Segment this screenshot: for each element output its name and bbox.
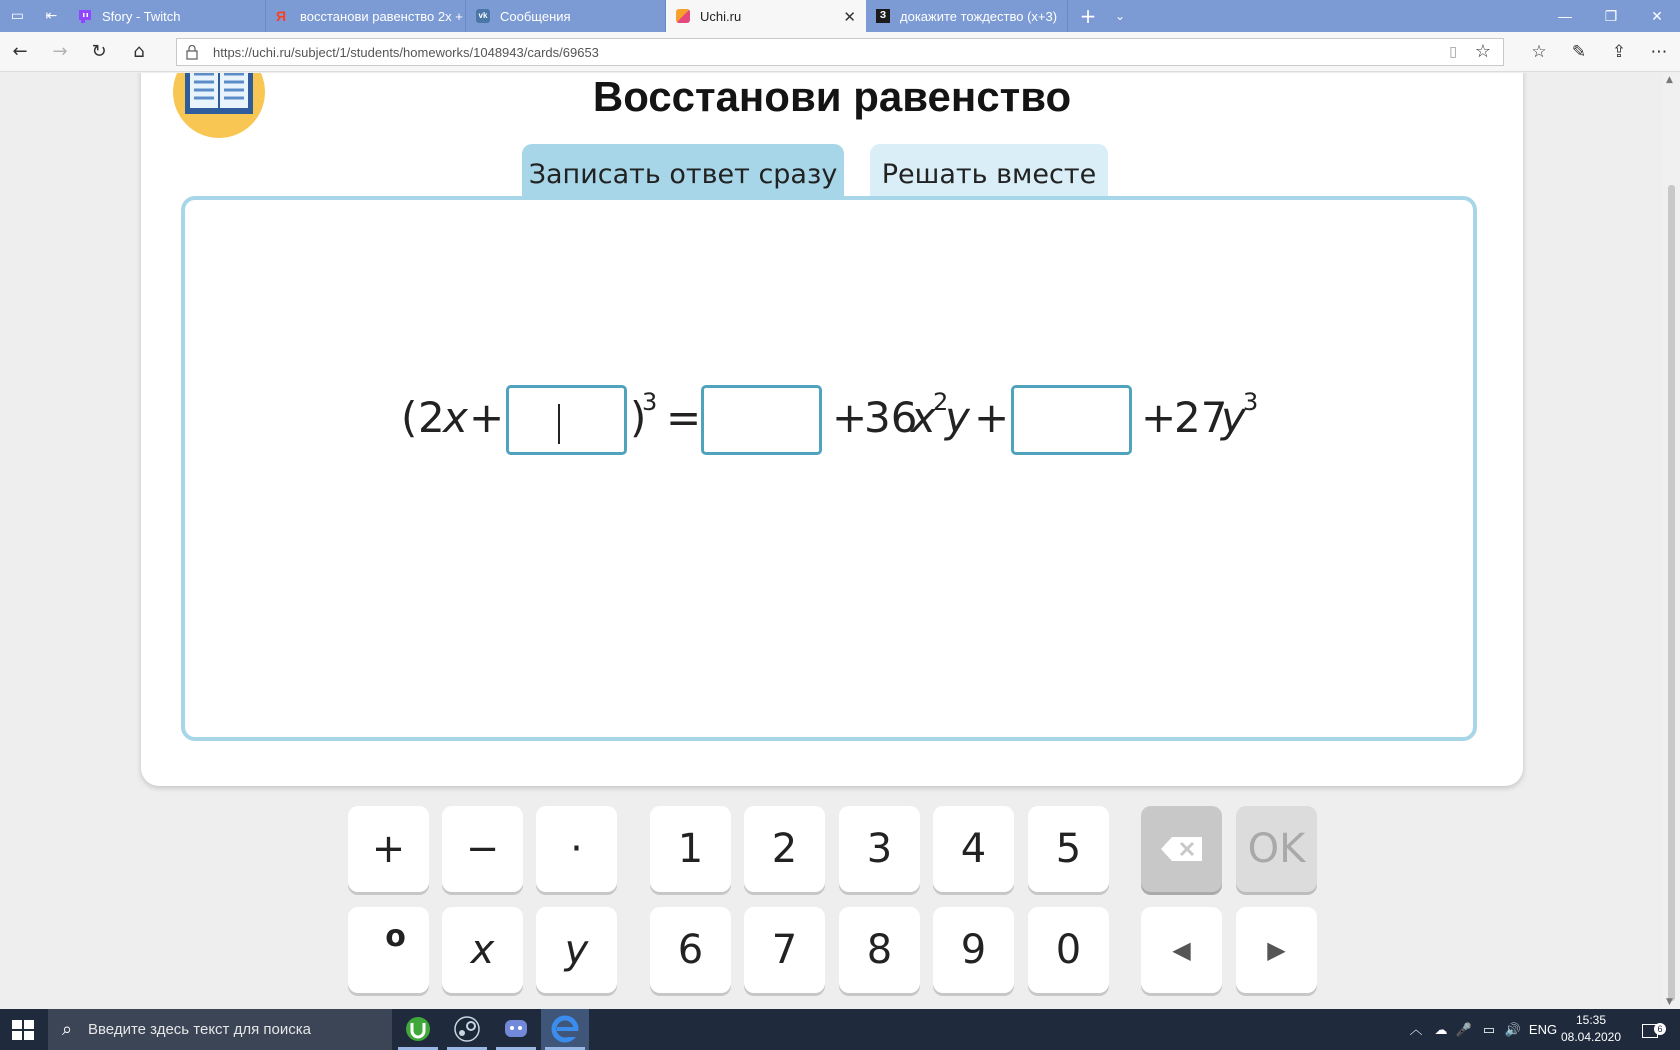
tab-solve-together[interactable]: Решать вместе	[870, 144, 1108, 196]
tab-preview-icon[interactable]: ⇤	[45, 8, 58, 24]
tab-label: Сообщения	[500, 8, 571, 24]
exponent-2: 2	[933, 388, 949, 416]
key-plus[interactable]: +	[348, 806, 429, 892]
notifications-icon[interactable]	[1632, 1009, 1668, 1050]
var-y: y	[945, 393, 970, 442]
utorrent-icon	[394, 1009, 442, 1050]
key-1[interactable]: 1	[650, 806, 731, 892]
plus-sign: +	[1141, 393, 1177, 442]
taskbar-steam[interactable]	[443, 1009, 491, 1050]
tab-znanija[interactable]	[866, 0, 1068, 32]
var-y: y	[1221, 393, 1246, 442]
key-backspace[interactable]	[1141, 806, 1222, 892]
key-left-arrow[interactable]: ◀	[1141, 907, 1222, 993]
equation-area	[181, 196, 1477, 741]
reading-view-icon[interactable]: ▯	[1449, 44, 1457, 60]
answer-input-1[interactable]	[506, 385, 627, 455]
tab-strip	[0, 0, 1680, 32]
tab-label: Sfory - Twitch	[102, 8, 181, 24]
notification-count: 6	[1654, 1023, 1666, 1035]
exponent-3: 3	[1243, 388, 1259, 416]
windows-taskbar	[0, 1009, 1680, 1050]
navigation-bar	[0, 32, 1680, 72]
discord-icon	[492, 1009, 540, 1050]
key-5[interactable]: 5	[1028, 806, 1109, 892]
answer-input-3[interactable]	[1011, 385, 1132, 455]
more-icon[interactable]: ⋯	[1650, 42, 1668, 62]
search-placeholder: Введите здесь текст для поиска	[88, 1021, 311, 1038]
tab-label: восстанови равенство 2х +	[300, 8, 463, 24]
key-minus[interactable]: −	[442, 806, 523, 892]
notes-pen-icon[interactable]: ✎	[1571, 42, 1587, 62]
coef-2: 2	[418, 393, 445, 442]
taskbar-edge[interactable]	[541, 1009, 589, 1050]
share-icon[interactable]: ⇪	[1611, 42, 1627, 62]
vk-icon: vk	[476, 9, 490, 23]
tab-twitch[interactable]	[68, 0, 266, 32]
language-indicator[interactable]: ENG	[1528, 1022, 1558, 1037]
text-cursor	[558, 404, 560, 444]
tab-actions	[0, 0, 68, 32]
twitch-icon	[78, 9, 92, 23]
windows-start-icon[interactable]	[12, 1020, 34, 1040]
edge-icon	[541, 1009, 589, 1050]
close-window-icon[interactable]: ✕	[1651, 8, 1663, 24]
key-multiply[interactable]: ·	[536, 806, 617, 892]
taskbar-search[interactable]	[48, 1009, 392, 1050]
key-9[interactable]: 9	[933, 907, 1014, 993]
scroll-thumb[interactable]	[1668, 185, 1675, 1001]
key-right-arrow[interactable]: ▶	[1236, 907, 1317, 993]
key-7[interactable]: 7	[744, 907, 825, 993]
exponent-3: 3	[642, 388, 658, 416]
close-tab-icon[interactable]: ✕	[843, 9, 856, 26]
page-scrollbar[interactable]	[1663, 73, 1680, 1009]
tab-label: Uchi.ru	[700, 8, 742, 24]
network-icon[interactable]: ▭	[1482, 1022, 1496, 1037]
equals-sign: =	[666, 393, 702, 442]
chevron-down-icon[interactable]: ⌄	[1114, 9, 1126, 23]
right-paren: )	[630, 393, 647, 442]
show-hidden-icons-icon[interactable]: ︿	[1409, 1022, 1423, 1037]
favorites-icon[interactable]: ☆	[1531, 42, 1547, 62]
scroll-down-icon[interactable]: ▼	[1666, 997, 1673, 1007]
favorite-star-icon[interactable]: ☆	[1474, 41, 1491, 62]
volume-icon[interactable]: 🔊	[1504, 1022, 1522, 1037]
var-x: x	[911, 393, 936, 442]
address-bar[interactable]	[176, 38, 1504, 66]
answer-input-2[interactable]	[701, 385, 822, 455]
uchi-icon	[676, 9, 690, 23]
page-title: Восстанови равенство	[592, 73, 1072, 120]
key-4[interactable]: 4	[933, 806, 1014, 892]
steam-icon	[443, 1009, 491, 1050]
key-3[interactable]: 3	[839, 806, 920, 892]
set-aside-tabs-icon[interactable]: ▭	[10, 8, 24, 24]
tab-yandex[interactable]	[266, 0, 466, 32]
home-icon[interactable]: ⌂	[133, 41, 145, 62]
url-text: https://uchi.ru/subject/1/students/homeworks/1048943/cards/69653	[213, 45, 599, 60]
backspace-icon	[1160, 836, 1204, 862]
coef-27: 27	[1174, 393, 1228, 442]
microphone-icon[interactable]: 🎤	[1455, 1022, 1473, 1037]
minimize-icon[interactable]: —	[1558, 8, 1572, 24]
key-x[interactable]: x	[442, 907, 523, 993]
taskbar-discord[interactable]	[492, 1009, 540, 1050]
coef-36: 36	[864, 393, 918, 442]
key-y[interactable]: y	[536, 907, 617, 993]
refresh-icon[interactable]: ↻	[91, 41, 107, 62]
page-content	[0, 73, 1680, 1009]
plus-sign: +	[974, 393, 1010, 442]
var-x: x	[443, 393, 468, 442]
plus-sign: +	[832, 393, 868, 442]
back-icon[interactable]: ←	[12, 41, 28, 62]
key-ok[interactable]: OK	[1236, 806, 1317, 892]
tab-label: докажите тождество (х+3)	[900, 8, 1058, 24]
key-6[interactable]: 6	[650, 907, 731, 993]
search-icon: ⌕	[62, 1019, 73, 1040]
key-8[interactable]: 8	[839, 907, 920, 993]
clock-time: 15:35	[1575, 1013, 1607, 1027]
clock-date: 08.04.2020	[1560, 1030, 1622, 1044]
lock-icon	[185, 44, 199, 60]
tab-uchi[interactable]	[666, 0, 866, 32]
system-clock[interactable]	[1556, 1012, 1626, 1046]
taskbar-utorrent[interactable]	[394, 1009, 442, 1050]
tab-answer-now[interactable]: Записать ответ сразу	[522, 144, 844, 196]
scroll-up-icon[interactable]: ▲	[1666, 75, 1673, 85]
key-degree[interactable]: o	[348, 907, 429, 993]
plus-sign: +	[469, 393, 505, 442]
key-2[interactable]: 2	[744, 806, 825, 892]
tab-vk[interactable]	[466, 0, 666, 32]
onedrive-icon[interactable]: ☁	[1434, 1022, 1448, 1037]
znanija-icon: З	[876, 9, 890, 23]
left-paren: (	[401, 393, 418, 442]
forward-icon[interactable]: →	[52, 41, 68, 62]
new-tab-icon[interactable]: +	[1079, 4, 1097, 28]
restore-icon[interactable]: ❐	[1604, 8, 1618, 24]
key-0[interactable]: 0	[1028, 907, 1109, 993]
yandex-icon: Я	[276, 8, 287, 24]
